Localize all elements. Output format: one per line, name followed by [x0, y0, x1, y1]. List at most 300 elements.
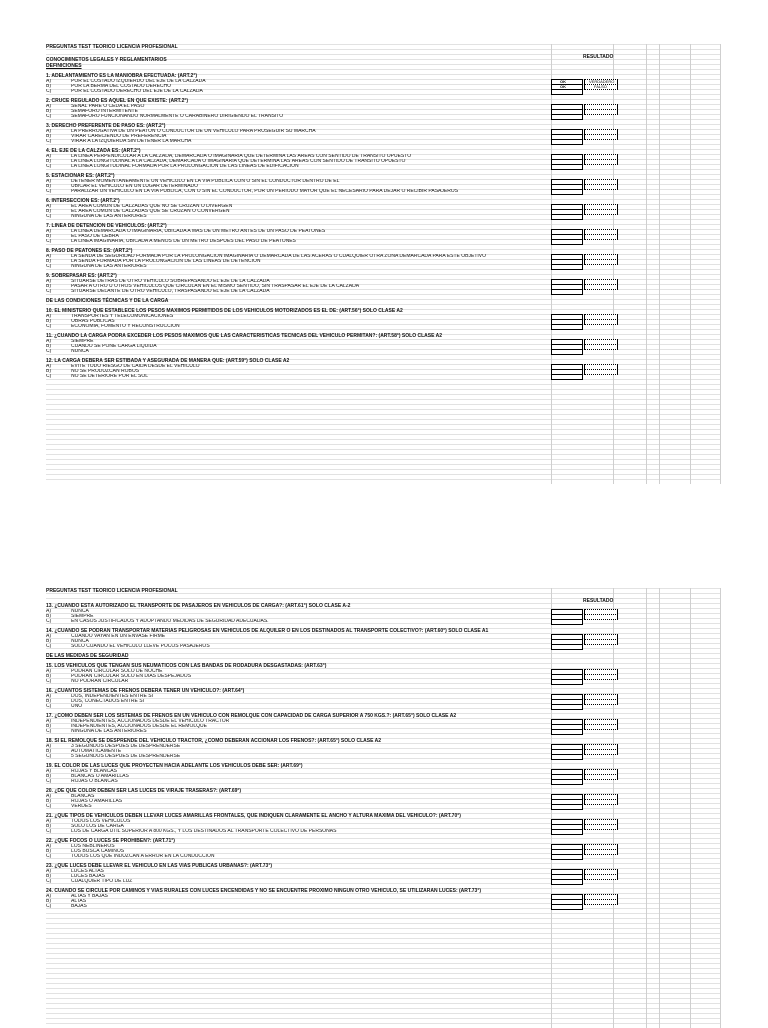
answer-boxes — [551, 279, 611, 294]
option-letter: A) — [46, 104, 51, 109]
grid-row-line — [46, 938, 720, 939]
question-list — [46, 663, 720, 909]
answer-boxes — [551, 794, 611, 809]
answer-option — [46, 644, 546, 649]
option-letter: B) — [46, 824, 51, 829]
option-text: NINGUNA DE LAS ANTERIORES — [71, 214, 147, 219]
option-letter: A) — [46, 179, 51, 184]
option-text: SEMÁFORO FUNCIONANDO NORMALMENTE O CARABINERO DIRIGIENDO EL TRÁNSITO — [71, 114, 284, 119]
grid-row-line — [46, 993, 720, 994]
grid-row-line — [46, 948, 720, 949]
option-letter: B) — [46, 899, 51, 904]
result-cell[interactable] — [584, 284, 618, 290]
result-cell[interactable] — [584, 899, 618, 905]
option-text: NINGUNA DE LAS ANTERIORES — [71, 729, 147, 734]
grid-row-line — [46, 439, 720, 440]
option-text: VIRAR CARECIENDO DE PREFERENCIA — [71, 134, 167, 139]
answer-option — [46, 619, 546, 624]
option-text: LA SENDA DE SEGURIDAD FORMADA POR LA PROLONGACIÓN IMAGINARIA O DEMARCADA DE LAS ACERAS O CUALQUIER OTRA ZONA DEMARCADA PARA ESTE OBJETIVO — [71, 254, 487, 259]
option-text: PARALIZAR UN VEHÍCULO EN LA VÍA PÚBLICA, CON O SIN EL CONDUCTOR, POR UN PERIODO MAYOR QUE EL NECESARIO PARA DEJAR O RECIBIR PASAJEROS — [71, 189, 459, 194]
answer-boxes — [551, 364, 611, 379]
answer-input-box[interactable] — [551, 89, 583, 95]
grid-row-line — [46, 988, 720, 989]
grid-row-line — [46, 434, 720, 435]
option-text: ALTAS Y BAJAS — [71, 894, 108, 899]
question-item — [46, 788, 720, 809]
grid-row-line — [46, 998, 720, 999]
option-letter: B) — [46, 134, 51, 139]
option-text: CUANDO VAYAN EN UN ENVASE FIRME — [71, 634, 166, 639]
answer-boxes — [551, 744, 611, 759]
answer-input-box[interactable] — [551, 374, 583, 380]
answer-boxes — [551, 154, 611, 169]
result-cell[interactable] — [584, 369, 618, 375]
option-letter: B) — [46, 749, 51, 754]
result-cell[interactable] — [584, 614, 618, 620]
answer-option — [46, 879, 546, 884]
answer-input-box[interactable] — [551, 264, 583, 270]
answer-input-box[interactable] — [551, 704, 583, 710]
option-text: DETENER MOMENTÁNEAMENTE UN VEHÍCULO EN LA VÍA PÚBLICA CON O SIN EL CONDUCTOR DENTRO DE ÉL — [71, 179, 340, 184]
option-text: LOS DE CARGA ÚTIL SUPERIOR A 800 KGS., Y LOS DESTINADOS AL TRANSPORTE COLECTIVO DE PERSONAS — [71, 829, 337, 834]
answer-input-box[interactable] — [551, 289, 583, 295]
option-letter: A) — [46, 254, 51, 259]
option-letter: C) — [46, 704, 52, 709]
option-text: ALTAS — [71, 899, 87, 904]
question-item — [46, 888, 720, 909]
option-letter: B) — [46, 109, 51, 114]
option-text: BLANCAS O AMARILLAS — [71, 774, 129, 779]
question-item — [46, 713, 720, 734]
answer-option — [46, 904, 546, 909]
answer-input-box[interactable] — [551, 619, 583, 625]
option-letter: A) — [46, 609, 51, 614]
option-letter: C) — [46, 804, 52, 809]
question-title: 12. LA CARGA DEBERÁ SER ESTIBADA Y ASEGURADA DE MANERA QUE: (ART.59°) SÓLO CLASE A2 — [46, 358, 290, 364]
option-text: PODRÁN CIRCULAR SÓLO DE NOCHE — [71, 669, 163, 674]
option-text: LA LÍNEA IMAGINARIA, UBICADA A MENOS DE UN METRO DESPUÉS DEL PASO DE PEATONES — [71, 239, 296, 244]
option-text: INDEPENDIENTES, ACCIONADOS DESDE EL REMOLQUE — [71, 724, 207, 729]
option-letter: A) — [46, 794, 51, 799]
option-text: LA LÍNEA LONGITUDINAL A LA CALZADA, DEMARCADA O IMAGINARIA QUE DETERMINA LAS ÁREAS CON SENTIDO DE TRÁNSITO OPUESTO — [71, 159, 406, 164]
answer-option — [46, 829, 546, 834]
option-letter: A) — [46, 669, 51, 674]
section-title: DE LAS MEDIDAS DE SEGURIDAD — [46, 653, 129, 659]
option-letter: B) — [46, 639, 51, 644]
grid-row-line — [46, 399, 720, 400]
option-letter: C) — [46, 89, 52, 94]
option-letter: C) — [46, 264, 52, 269]
result-cell[interactable] — [584, 209, 618, 215]
answer-option — [46, 114, 546, 119]
option-text: TRANSPORTES Y TELECOMUNICACIONES — [71, 314, 174, 319]
answer-input-box[interactable] — [551, 189, 583, 195]
answer-boxes — [551, 314, 611, 329]
option-text: PODRÁN CIRCULAR SÓLO EN DÍAS DESPEJADOS — [71, 674, 192, 679]
question-item — [46, 308, 720, 329]
option-letter: C) — [46, 729, 52, 734]
result-cell[interactable] — [584, 639, 618, 645]
option-letter: C) — [46, 754, 52, 759]
question-item — [46, 73, 720, 94]
grid-row-line — [46, 414, 720, 415]
question-item — [46, 248, 720, 269]
result-cell[interactable] — [584, 749, 618, 755]
option-letter: B) — [46, 674, 51, 679]
option-text: 5 SEGUNDOS DESPUÉS DE DESPRENDERSE — [71, 754, 181, 759]
answer-mark: OK — [560, 84, 566, 89]
option-text: TODOS LOS VEHÍCULOS — [71, 819, 131, 824]
result-cell[interactable] — [584, 799, 618, 805]
option-text: POR LA BERMA DEL COSTADO DERECHO — [71, 84, 172, 89]
question-title: 23. ¿QUÉ LUCES DEBE LLEVAR EL VEHÍCULO EN LAS VÍAS PÚBLICAS URBANAS?: (ART.73°) — [46, 863, 273, 869]
question-item — [46, 628, 720, 649]
option-letter: C) — [46, 879, 52, 884]
question-title: 24. CUANDO SE CIRCULE POR CAMINOS Y VÍAS RURALES CON LUCES ENCENDIDAS Y NO SE ENCUENTRE PRÓXIMO NINGÚN OTRO VEHÍCULO, SE UTILIZARÁN LUCES: (ART.73°) — [46, 888, 482, 894]
option-text: SITUARSE DELANTE DE OTRO VEHÍCULO, TRASPASANDO EL EJE DE LA CALZADA — [71, 289, 270, 294]
grid-row-line — [46, 479, 720, 480]
grid-row-line — [46, 1003, 720, 1004]
option-text: EL ÁREA COMÚN DE CALZADAS QUE NO SE CRUZAN O DIVERGEN — [71, 204, 233, 209]
result-cell[interactable] — [584, 674, 618, 680]
answer-option — [46, 349, 546, 354]
option-letter: B) — [46, 319, 51, 324]
question-item — [46, 358, 720, 379]
option-text: EVITE TODO RIESGO DE CAÍDA DESDE EL VEHÍCULO — [71, 364, 200, 369]
question-title: 19. EL COLOR DE LAS LUCES QUE PROYECTEN HACIA ADELANTE LOS VEHÍCULOS DEBE SER: (ART.69°) — [46, 763, 303, 769]
question-list — [46, 73, 720, 294]
option-text: NUNCA — [71, 349, 89, 354]
option-text: UNO — [71, 704, 83, 709]
option-letter: B) — [46, 209, 51, 214]
answer-input-box[interactable] — [551, 239, 583, 245]
question-title: 4. EL EJE DE LA CALZADA ES: (ART.2°) — [46, 148, 141, 154]
grid-row-line — [46, 474, 720, 475]
option-letter: A) — [46, 204, 51, 209]
option-letter: A) — [46, 229, 51, 234]
answer-input-box[interactable] — [551, 139, 583, 145]
answer-boxes — [551, 844, 611, 859]
result-cell[interactable] — [584, 344, 618, 350]
section-subtitle: DEFINICIONES — [46, 63, 82, 69]
option-letter: B) — [46, 369, 51, 374]
option-text: LA PRERROGATIVA DE UN PEATÓN O CONDUCTOR DE UN VEHÍCULO PARA PROSEGUIR SU MARCHA — [71, 129, 316, 134]
answer-input-box[interactable] — [551, 829, 583, 835]
option-text: ECONOMÍA, FOMENTO Y RECONSTRUCCIÓN — [71, 324, 180, 329]
answer-option — [46, 779, 546, 784]
option-text: ROJAS O AMARILLAS — [71, 799, 123, 804]
grid-row-line — [46, 424, 720, 425]
option-text: LUCES ALTAS — [71, 869, 104, 874]
question-title: 5. ESTACIONAR ES: (ART.2°) — [46, 173, 115, 179]
question-title: 16. ¿CUÁNTOS SISTEMAS DE FRENOS DEBERÁ TENER UN VEHÍCULO?: (ART.64°) — [46, 688, 245, 694]
option-text: LA SENDA FORMADA POR LA PROLONGACIÓN DE LAS LÍNEAS DE DETENCIÓN — [71, 259, 261, 264]
option-letter: B) — [46, 344, 51, 349]
answer-input-box[interactable] — [551, 349, 583, 355]
option-letter: A) — [46, 719, 51, 724]
option-letter: A) — [46, 634, 51, 639]
answer-input-box[interactable] — [551, 679, 583, 685]
grid-column-line — [720, 44, 721, 484]
grid-column-line — [720, 588, 721, 1028]
answer-option — [46, 239, 546, 244]
option-letter: C) — [46, 374, 52, 379]
answer-option — [46, 289, 546, 294]
answer-input-box[interactable] — [551, 729, 583, 735]
option-text: UBICAR EL VEHÍCULO EN UN LUGAR DETERMINADO — [71, 184, 199, 189]
answer-input-box[interactable] — [551, 214, 583, 220]
question-item — [46, 863, 720, 884]
option-text: CUANDO SE PONE CARGA LÍQUIDA — [71, 344, 157, 349]
resultado-header: RESULTADO — [583, 598, 614, 604]
option-text: SEÑAL PARE O CEDA EL PASO — [71, 104, 145, 109]
grid-row-line — [46, 469, 720, 470]
option-text: LUCES BAJAS — [71, 874, 105, 879]
option-letter: C) — [46, 164, 52, 169]
answer-boxes — [551, 129, 611, 144]
option-letter: C) — [46, 644, 52, 649]
option-letter: A) — [46, 894, 51, 899]
option-letter: A) — [46, 769, 51, 774]
option-text: SEMÁFORO INTERMITENTE — [71, 109, 138, 114]
option-text: NINGUNA DE LAS ANTERIORES — [71, 264, 147, 269]
question-item — [46, 123, 720, 144]
grid-row-line — [46, 389, 720, 390]
answer-label: FALSO — [594, 84, 607, 89]
result-cell[interactable] — [584, 724, 618, 730]
question-item — [46, 173, 720, 194]
question-item — [46, 148, 720, 169]
question-title: 9. SOBREPASAR ES: (ART.2°) — [46, 273, 117, 279]
question-title: 22. ¿QUÉ FOCOS O LUCES SE PROHÍBEN?: (ART.71°) — [46, 838, 175, 844]
answer-boxes — [551, 179, 611, 194]
grid-row-line — [46, 429, 720, 430]
answer-boxes — [551, 769, 611, 784]
option-text: SIEMPRE — [71, 614, 94, 619]
answer-option — [46, 704, 546, 709]
answer-option — [46, 214, 546, 219]
option-letter: A) — [46, 819, 51, 824]
result-cell[interactable] — [584, 159, 618, 165]
option-text: LOS NEBLINEROS — [71, 844, 115, 849]
question-item — [46, 198, 720, 219]
section-title: CONOCIMINETOS LEGALES Y REGLAMENTARIOS — [46, 57, 167, 63]
option-text: DOS, INDEPENDIENTES ENTRE SÍ — [71, 694, 153, 699]
question-item — [46, 738, 720, 759]
option-letter: C) — [46, 289, 52, 294]
answer-input-box[interactable] — [551, 114, 583, 120]
grid-row-line — [46, 384, 720, 385]
option-text: EL PASO DE CEBRA — [71, 234, 119, 239]
answer-boxes — [551, 819, 611, 834]
option-letter: B) — [46, 259, 51, 264]
answer-option — [46, 264, 546, 269]
grid-row-line — [46, 409, 720, 410]
option-letter: C) — [46, 679, 52, 684]
result-cell[interactable] — [584, 234, 618, 240]
question-title: 15. LOS VEHÍCULOS QUE TENGAN SUS NEUMÁTICOS CON LAS BANDAS DE RODADURA DESGASTADAS: (ART.63°) — [46, 663, 327, 669]
question-title: 8. PASO DE PEATONES ES: (ART.2°) — [46, 248, 133, 254]
question-list — [46, 308, 720, 379]
question-item — [46, 763, 720, 784]
option-text: TODOS LOS QUE INDUZCAN A ERROR EN LA CONDUCCIÓN — [71, 854, 215, 859]
grid-row-line — [46, 963, 720, 964]
option-text: CUALQUIER TIPO DE LUZ — [71, 879, 133, 884]
option-text: LA LÍNEA PERPENDICULAR A LA CALZADA, DEMARCADA O IMAGINARIA QUE DETERMINA LAS ÁREAS CON SENTIDO DE TRÁNSITO OPUESTO — [71, 154, 412, 159]
result-cell[interactable] — [584, 259, 618, 265]
answer-boxes — [551, 609, 611, 624]
grid-row-line — [46, 1008, 720, 1009]
option-letter: B) — [46, 724, 51, 729]
option-letter: A) — [46, 79, 51, 84]
answer-input-box[interactable] — [551, 804, 583, 810]
answer-option — [46, 854, 546, 859]
option-text: SÓLO CUANDO EL VEHÍCULO LLEVE POCOS PASAJEROS — [71, 644, 210, 649]
answer-option — [46, 189, 546, 194]
option-text: DOS, CONECTADOS ENTRE SÍ — [71, 699, 144, 704]
question-title: 17. ¿CÓMO DEBEN SER LOS SISTEMAS DE FRENOS EN UN VEHÍCULO CON REMOLQUE CON CAPACIDAD DE CARGA SUPERIOR A 750 KGS.?: (ART.65°) SÓLO CLASE A2 — [46, 713, 457, 719]
question-title: 1. ADELANTAMIENTO ES LA MANIOBRA EFECTUADA: (ART.2°) — [46, 73, 197, 79]
question-title: 7. LÍNEA DE DETENCIÓN DE VEHÍCULOS: (ART.2°) — [46, 223, 167, 229]
option-letter: B) — [46, 234, 51, 239]
option-text: PASAR A OTRO U OTROS VEHÍCULOS QUE CIRCULAN EN EL MISMO SENTIDO, SIN TRASPASAR EL EJE DE LA CALZADA — [71, 284, 360, 289]
question-title: 13. ¿CUÁNDO ESTÁ AUTORIZADO EL TRANSPORTE DE PASAJEROS EN VEHÍCULOS DE CARGA?: (ART.61°) SÓLO CLASE A-2 — [46, 603, 351, 609]
option-letter: B) — [46, 699, 51, 704]
option-text: 3 SEGUNDOS DESPUÉS DE DESPRENDERSE — [71, 744, 181, 749]
question-title: 14. ¿CUÁNDO SE PODRÁN TRANSPORTAR MATERIAS PELIGROSAS EN VEHÍCULOS DE ALQUILER O EN LOS DESTINADOS AL TRANSPORTE COLECTIVO?: (ART.60°) SÓLO CLASE A1 — [46, 628, 489, 634]
grid-row-line — [46, 983, 720, 984]
answer-input-box[interactable] — [551, 904, 583, 910]
option-letter: B) — [46, 84, 51, 89]
option-text: POR EL COSTADO DERECHO DEL EJE DE LA CALZADA — [71, 89, 203, 94]
option-text: LOS BUSCA CAMINOS — [71, 849, 125, 854]
question-item — [46, 688, 720, 709]
grid-row-line — [46, 973, 720, 974]
answer-input-box[interactable] — [551, 754, 583, 760]
question-title: 10. EL MINISTERIO QUE ESTABLECE LOS PESOS MÁXIMOS PERMITIDOS DE LOS VEHÍCULOS MOTORIZADOS ES EL DE: (ART.56°) SÓLO CLASE A2 — [46, 308, 403, 314]
grid-row-line — [46, 459, 720, 460]
option-text: NUNCA — [71, 639, 89, 644]
grid-row-line — [46, 404, 720, 405]
question-item — [46, 813, 720, 834]
grid-row-line — [46, 933, 720, 934]
result-cell[interactable] — [584, 184, 618, 190]
answer-option — [46, 139, 546, 144]
grid-row-line — [46, 943, 720, 944]
grid-row-line — [46, 953, 720, 954]
question-title: 18. SI EL REMOLQUE SE DESPRENDE DEL VEHÍCULO TRACTOR, ¿CÓMO DEBERÁN ACCIONAR LOS FRENOS?: (ART.65°) SÓLO CLASE A2 — [46, 738, 381, 744]
answer-input-box[interactable] — [551, 164, 583, 170]
option-text: SITUARSE DETRÁS DE OTRO VEHÍCULO SOBREPASANDO EL EJE DE LA CALZADA — [71, 279, 270, 284]
result-cell[interactable] — [584, 849, 618, 855]
result-cell[interactable] — [584, 319, 618, 325]
option-letter: A) — [46, 694, 51, 699]
option-text: NO SE PRODUZCAN ROBOS — [71, 369, 140, 374]
answer-input-box[interactable] — [551, 854, 583, 860]
answer-option — [46, 679, 546, 684]
answer-boxes — [551, 869, 611, 884]
grid-row-line — [46, 419, 720, 420]
answer-mark: OK — [560, 79, 566, 84]
option-letter: B) — [46, 849, 51, 854]
answer-boxes — [551, 104, 611, 119]
question-title: 21. ¿QUÉ TIPOS DE VEHÍCULOS DEBEN LLEVAR LUCES AMARILLAS FRONTALES, QUE INDIQUEN CLARAMENTE EL ANCHO Y ALTURA MÁXIMA DEL VEHÍCULO?: (ART.70°) — [46, 813, 461, 819]
grid-row-line — [46, 923, 720, 924]
answer-boxes — [551, 669, 611, 684]
answer-input-box[interactable] — [551, 779, 583, 785]
question-title: 3. DERECHO PREFERENTE DE PASO ES: (ART.2°) — [46, 123, 166, 129]
result-cell[interactable] — [584, 699, 618, 705]
question-item — [46, 223, 720, 244]
option-letter: A) — [46, 129, 51, 134]
option-text: ROJAS Y BLANCAS — [71, 769, 117, 774]
option-letter: C) — [46, 619, 52, 624]
option-letter: B) — [46, 284, 51, 289]
answer-option — [46, 804, 546, 809]
option-letter: C) — [46, 239, 52, 244]
question-item — [46, 333, 720, 354]
option-letter: B) — [46, 614, 51, 619]
answer-input-box[interactable] — [551, 879, 583, 885]
result-cell[interactable] — [584, 824, 618, 830]
option-letter: A) — [46, 279, 51, 284]
question-title: 11. ¿CUÁNDO LA CARGA PODRÁ EXCEDER LOS PESOS MÁXIMOS QUE LAS CARACTERÍSTICAS TÉCNICAS DEL VEHÍCULO PERMITAN?: (ART.58°) SÓLO CLASE A2 — [46, 333, 443, 339]
option-letter: B) — [46, 774, 51, 779]
answer-input-box[interactable] — [551, 644, 583, 650]
option-text: SÓLO LOS DE CARGA — [71, 824, 124, 829]
option-text: POR EL COSTADO IZQUIERDO DEL EJE DE LA CALZADA — [71, 79, 206, 84]
grid-row-line — [46, 958, 720, 959]
option-text: OBRAS PÚBLICAS — [71, 319, 115, 324]
option-letter: C) — [46, 189, 52, 194]
result-cell[interactable] — [584, 874, 618, 880]
question-item — [46, 273, 720, 294]
grid-row-line — [46, 968, 720, 969]
option-text: EL ÁREA COMÚN DE CALZADAS QUE SE CRUZAN O CONVERGEN — [71, 209, 230, 214]
answer-boxes — [551, 79, 615, 94]
grid-row-line — [46, 454, 720, 455]
option-letter: C) — [46, 324, 52, 329]
answer-boxes — [551, 254, 611, 269]
answer-option — [46, 754, 546, 759]
result-cell[interactable] — [584, 134, 618, 140]
answer-option — [46, 374, 546, 379]
option-letter: A) — [46, 869, 51, 874]
answer-input-box[interactable] — [551, 324, 583, 330]
option-text: BLANCAS — [71, 794, 95, 799]
result-cell[interactable] — [584, 774, 618, 780]
question-item — [46, 838, 720, 859]
question-title: 20. ¿DE QUÉ COLOR DEBEN SER LAS LUCES DE VIRAJE TRASERAS?: (ART.69°) — [46, 788, 242, 794]
section-title: DE LAS CONDICIONES TÉCNICAS Y DE LA CARGA — [46, 298, 169, 304]
option-letter: B) — [46, 184, 51, 189]
answer-boxes — [551, 229, 611, 244]
answer-boxes — [551, 894, 611, 909]
grid-row-line — [46, 379, 720, 380]
grid-row-line — [46, 918, 720, 919]
option-letter: A) — [46, 314, 51, 319]
option-letter: A) — [46, 744, 51, 749]
option-text: NUNCA — [71, 609, 89, 614]
option-text: LA LÍNEA LONGITUDINAL FORMADA POR LA PROLONGACIÓN DE LAS LÍNEAS DE EDIFICACIÓN — [71, 164, 299, 169]
option-letter: A) — [46, 844, 51, 849]
question-list — [46, 603, 720, 649]
result-cell[interactable] — [584, 109, 618, 115]
page-header: PREGUNTAS TEST TEORICO LICENCIA PROFESIONAL — [46, 44, 178, 50]
question-title: 2. CRUCE REGULADO ES AQUEL EN QUE EXISTE: (ART.2°) — [46, 98, 189, 104]
option-letter: B) — [46, 874, 51, 879]
option-letter: C) — [46, 349, 52, 354]
